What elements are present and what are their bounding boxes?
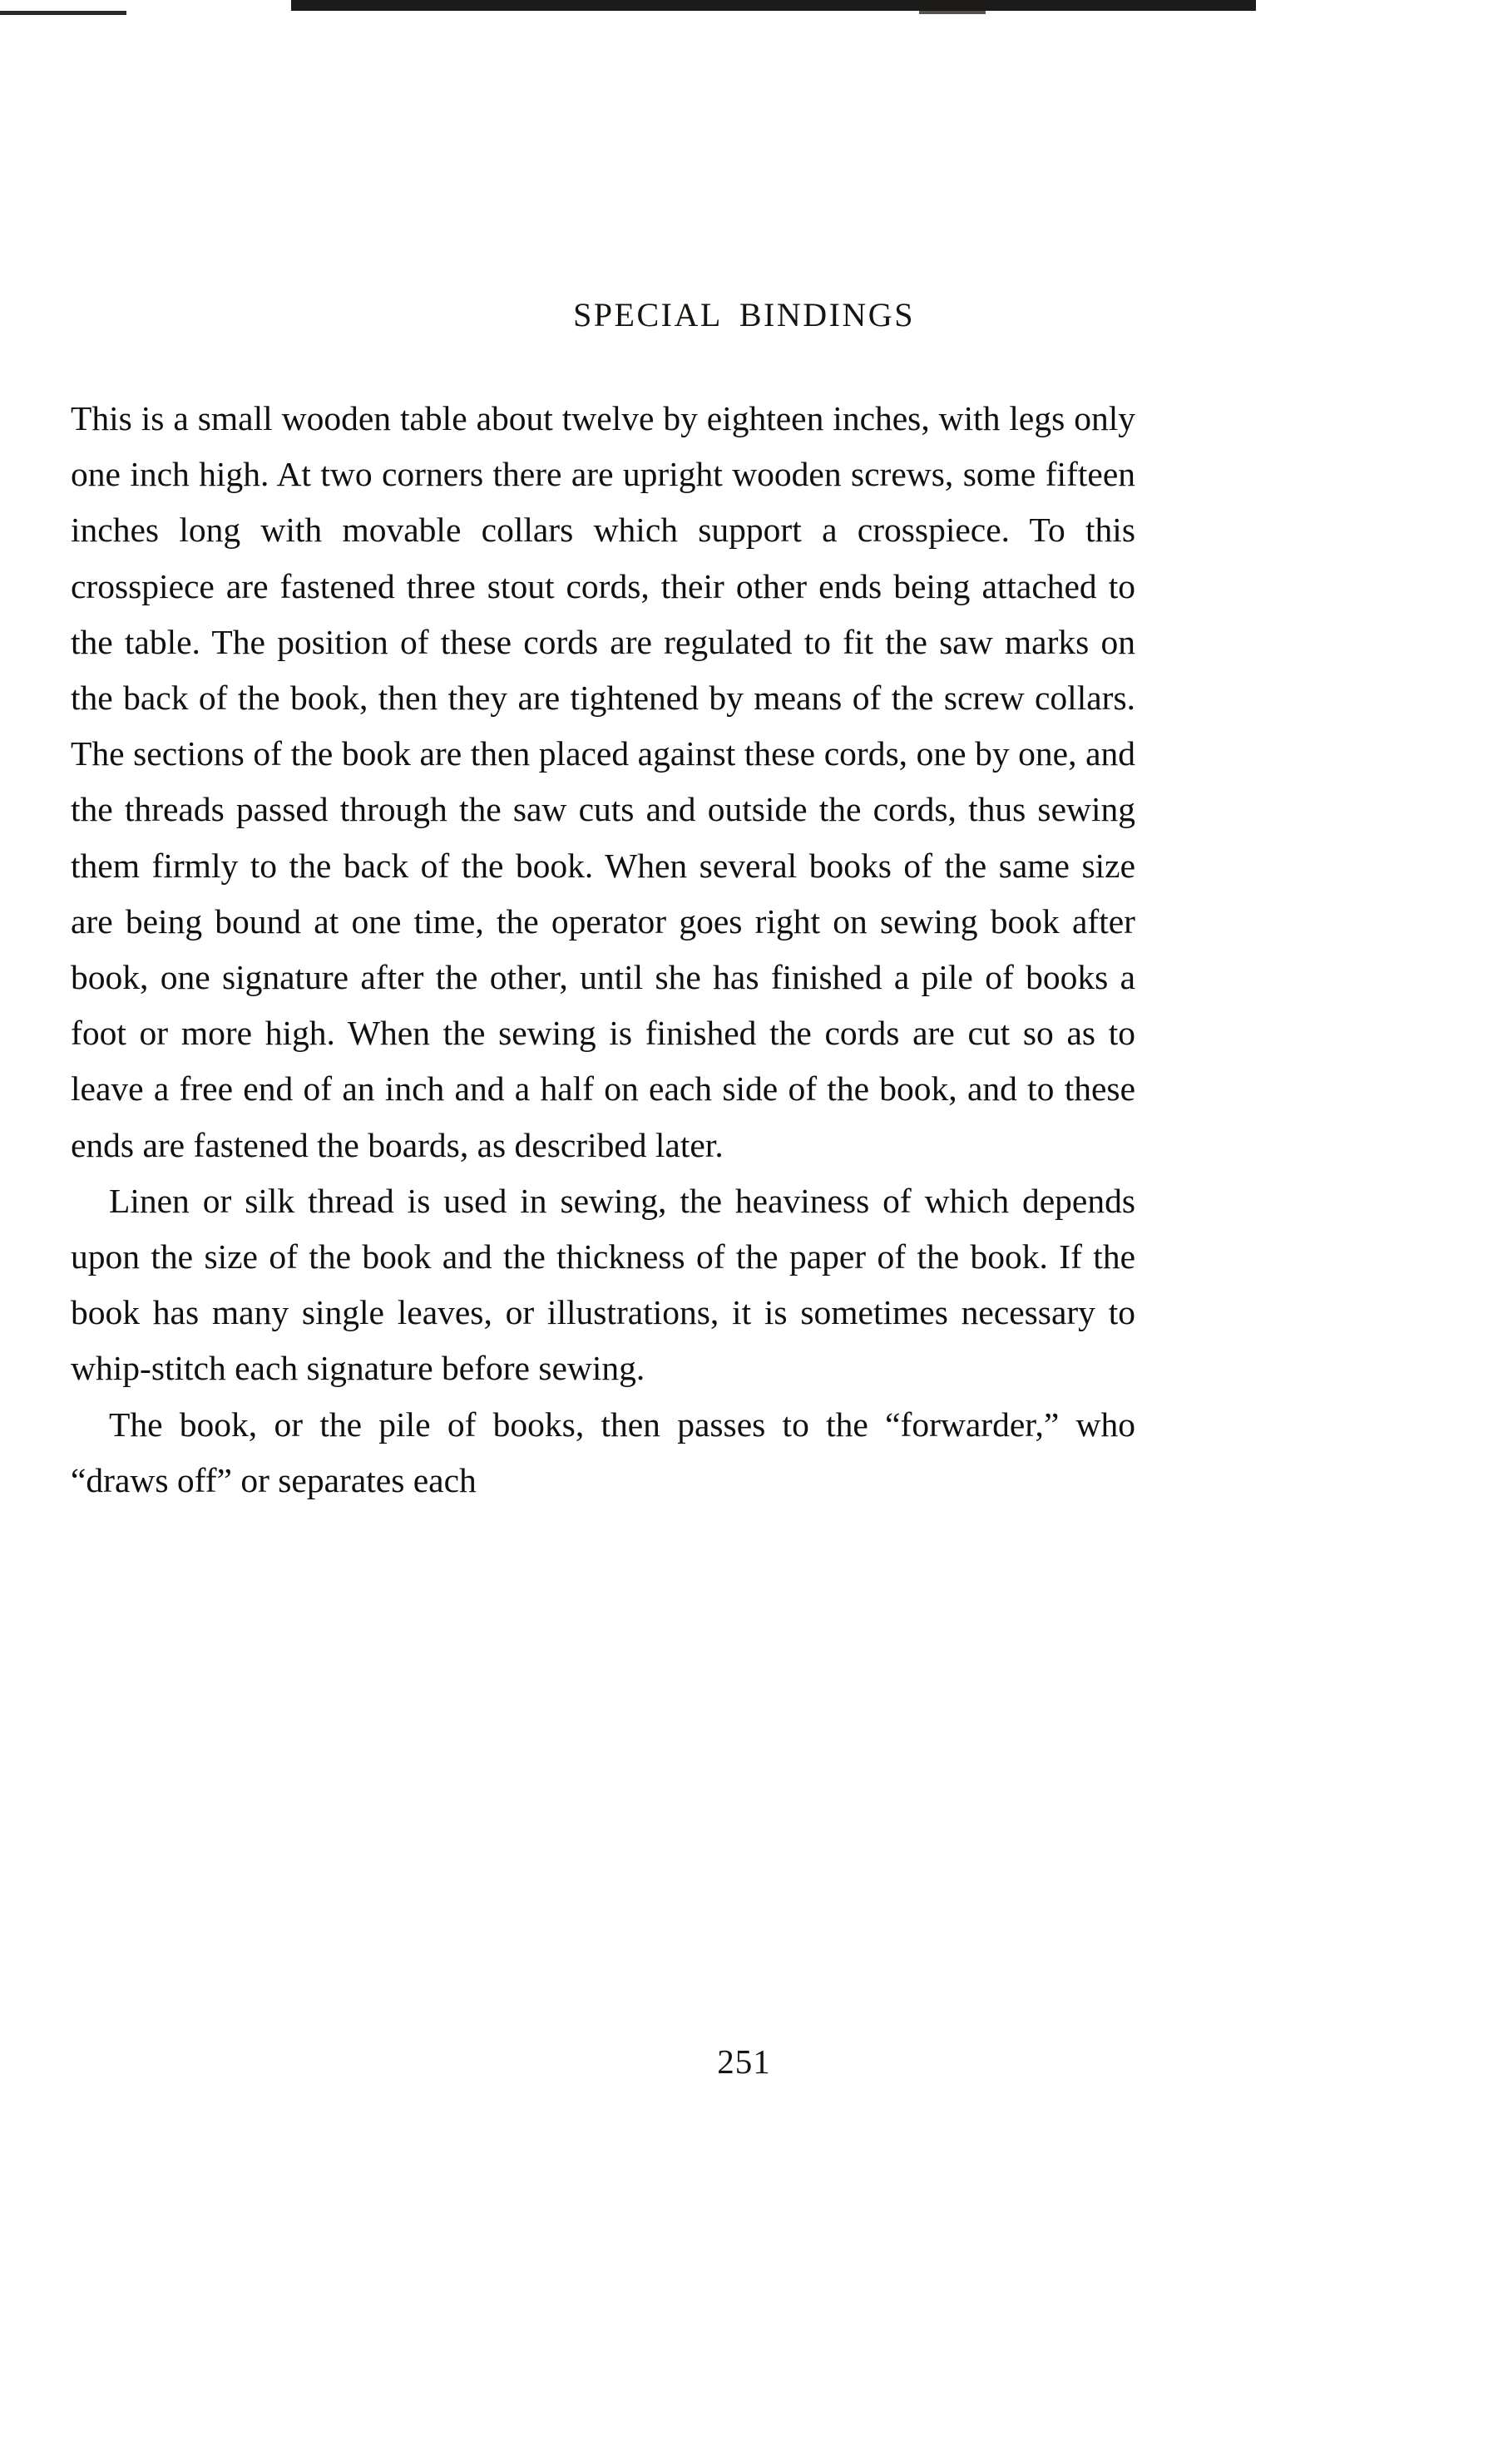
paragraph-3: The book, or the pile of books, then passes to the “forwarder,” who “draws off” or separates each — [71, 1405, 1135, 1499]
page-number: 251 — [717, 2042, 771, 2081]
paragraph-2: Linen or silk thread is used in sewing, the heaviness of which depends upon the size of the book and the thickness of the paper of the book. If the book has many single leaves, or illustrations, it is sometimes necessary to whip-stitch each signature before sewing. — [71, 1181, 1135, 1388]
running-head: SPECIAL BINDINGS — [573, 296, 915, 333]
paragraph-1: This is a small wooden table about twelve by eighteen inches, with legs only one inch high. At two corners there are upright wooden screws, some fifteen inches long with movable collars which support a crosspiece. To this crosspiece are fastened three stout cords, their other ends being attached to the table. The position of these cords are regulated to fit the saw marks on the back of the book, then they are tightened by means of the screw collars. The sections of the book are then placed against these cords, one by one, and the threads passed through the saw cuts and outside the cords, thus sewing them firmly to the back of the book. When several books of the same size are being bound at one time, the operator goes right on sewing book after book, one signature after the other, until she has finished a pile of books a foot or more high. When the sewing is finished the cords are cut so as to leave a free end of an inch and a half on each side of the book, and to these ends are fastened the boards, as described later. — [71, 399, 1135, 1164]
body-text-column — [71, 391, 1135, 1509]
